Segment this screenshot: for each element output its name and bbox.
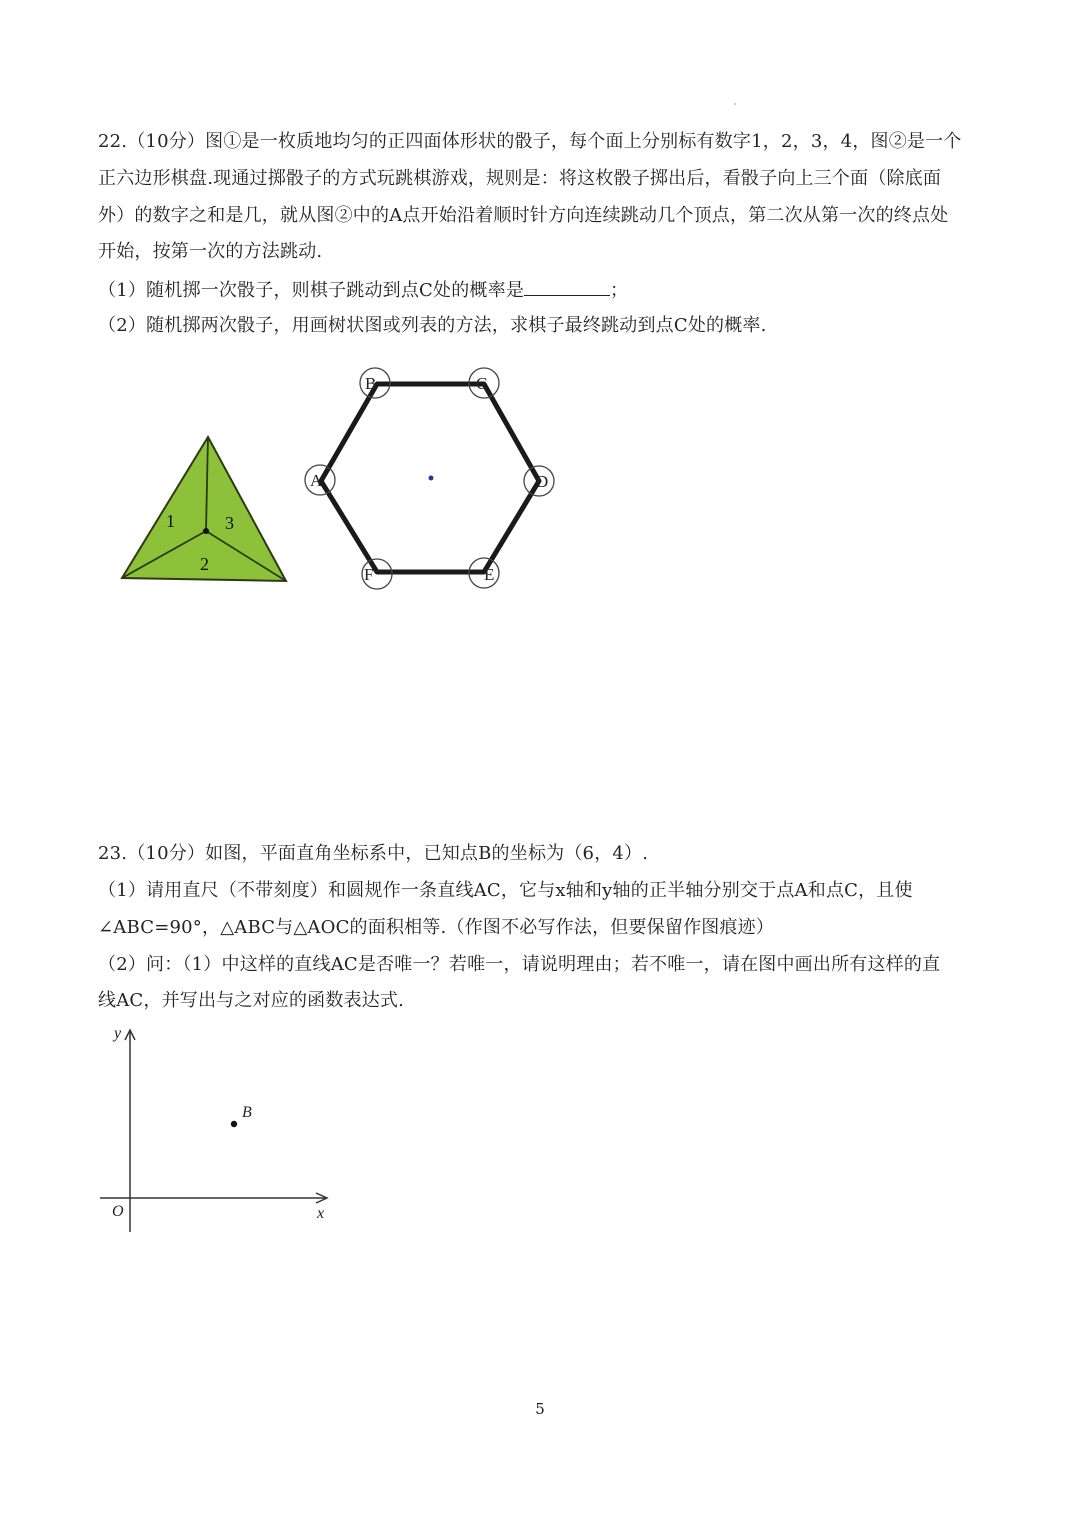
die-face-label: 2 <box>200 554 209 574</box>
coordinate-plane-figure <box>92 1020 342 1240</box>
die-center-dot <box>203 528 209 534</box>
q23-line-3: ∠ABC=90°，△ABC与△AOC的面积相等.（作图不必写作法，但要保留作图痕迹） <box>98 917 775 938</box>
q22-sub1 <box>98 277 628 303</box>
q23-line-1: 23.（10分）如图，平面直角坐标系中，已知点B的坐标为（6，4）. <box>98 843 649 864</box>
y-axis-label: y <box>114 1025 122 1042</box>
vertex-label-d: D <box>536 472 549 491</box>
q23-line-2: （1）请用直尺（不带刻度）和圆规作一条直线AC，它与x轴和y轴的正半轴分别交于点A和点C，且使 <box>98 880 913 901</box>
q22-line-4: 开始，按第一次的方法跳动. <box>98 241 323 262</box>
die-face-label: 3 <box>225 513 234 533</box>
q22-sub2: （2）随机掷两次骰子，用画树状图或列表的方法，求棋子最终跳动到点C处的概率. <box>98 315 767 336</box>
vertex-label-f: F <box>364 565 374 584</box>
die-face-label: 1 <box>166 511 175 531</box>
vertex-label-a: A <box>310 471 323 490</box>
q22-line-1: 22.（10分）图①是一枚质地均匀的正四面体形状的骰子，每个面上分别标有数字1，2，3，4，图②是一个 <box>98 131 962 152</box>
point-b-label: B <box>242 1104 252 1121</box>
x-axis-label: x <box>317 1205 325 1222</box>
q22-sub1-text: （1）随机掷一次骰子，则棋子跳动到点C处的概率是 <box>98 280 525 301</box>
point-b-dot <box>231 1121 237 1127</box>
hexagon-center-dot <box>429 476 434 481</box>
vertex-label-b: B <box>365 374 377 393</box>
q22-sub1-suffix: ； <box>610 280 629 301</box>
origin-label: O <box>112 1203 124 1220</box>
page-number: 5 <box>535 1400 545 1418</box>
scan-speck <box>734 103 736 105</box>
q22-line-3: 外）的数字之和是几，就从图②中的A点开始沿着顺时针方向连续跳动几个顶点，第二次从第一次的终点处 <box>98 205 949 226</box>
tetrahedron-die-figure <box>110 425 300 595</box>
vertex-label-c: C <box>476 374 488 393</box>
q22-line-2: 正六边形棋盘.现通过掷骰子的方式玩跳棋游戏，规则是：将这枚骰子掷出后，看骰子向上三个面（除底面 <box>98 168 942 189</box>
vertex-label-e: E <box>484 565 495 584</box>
hexagon-board-figure <box>295 360 570 600</box>
q23-line-4: （2）问：（1）中这样的直线AC是否唯一？若唯一，请说明理由；若不唯一，请在图中画出所有这样的直 <box>98 954 941 975</box>
q23-line-5: 线AC，并写出与之对应的函数表达式. <box>98 990 405 1011</box>
answer-blank <box>524 277 610 296</box>
